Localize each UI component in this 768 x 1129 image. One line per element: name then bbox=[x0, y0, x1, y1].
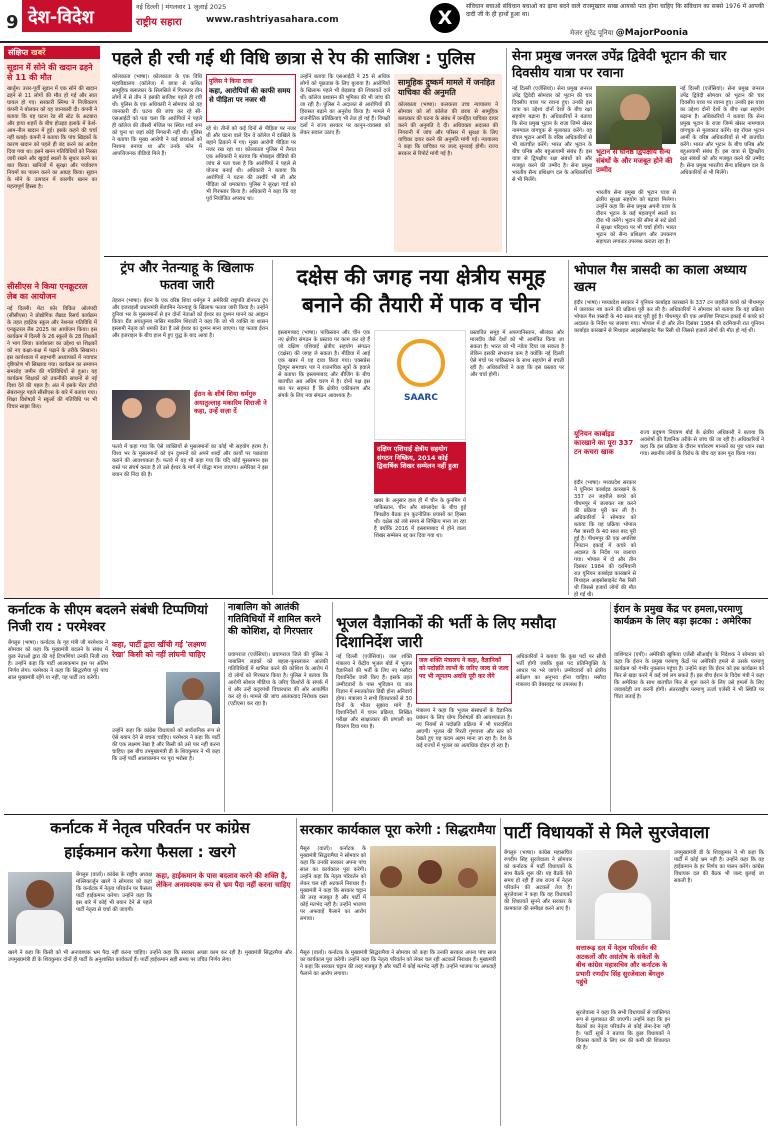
bhutan-col2b: भारतीय सेना प्रमुख की भूटान यात्रा से क्षेत्रीय सुरक्षा सहयोग को बढ़ावा मिलेगा। उन्होंने कहा कि सेना प्रमुख अपनी यात्रा के दौरान भूटान के कई महत्वपूर्ण स्थलों का दौरा भी करेंगे। भूटान की सीमा से सटे क्षेत्रों में सुरक्षा परिदृश्य पर भी चर्चा होगी। भारत भूटान को सैन्य प्रशिक्षण और उपकरण सहायता लगातार उपलब्ध कराता रहा है। bbox=[596, 190, 676, 245]
karnataka-cm-body: बेंगलुरु (भाषा)। कर्नाटक के गृह मंत्री जी परमेश्वर ने सोमवार को कहा कि मुख्यमंत्री बदलने के संबंध में कुछ नेताओं द्वारा की गई टिप्पणियां उनकी निजी राय है। उन्होंने कहा कि पार्टी आलाकमान इस पर अंतिम निर्णय लेगा। परमेश्वर ने कहा कि सिद्धरमैया पूरे पांच साल मुख्यमंत्री रहेंगे या नहीं, यह पार्टी तय करेगी। bbox=[8, 640, 108, 681]
pakchina-body-1: इस्लामाबाद (भाषा)। पाकिस्तान और चीन एक नए क्षेत्रीय संगठन के प्रस्ताव पर काम कर रहे हैं जो दक्षिण एशियाई क्षेत्रीय सहयोग संगठन (दक्षेस) की जगह ले सकता है। मीडिया में आई एक खबर में यह दावा किया गया। एक्सप्रेस ट्रिब्यून समाचार पत्र ने राजनयिक सूत्रों के हवाले से बताया कि इस्लामाबाद और बीजिंग के बीच बातचीत अब अग्रिम चरण में है। दोनों पक्ष इस बात पर सहमत हैं कि क्षेत्रीय एकीकरण और संपर्क के लिए नया संगठन आवश्यक है। bbox=[278, 330, 370, 399]
page-number: 9 bbox=[6, 12, 19, 33]
col-divider-bhujal bbox=[332, 602, 333, 812]
karnataka-cm-body2: उन्होंने कहा कि कांग्रेस विधायकों को सार्वजनिक रूप से ऐसे बयान देने से बचना चाहिए। परमेश्वर ने कहा कि पार्टी की एक लक्ष्मण रेखा है और किसी को उसे पार नहीं करना चाहिए। इस बीच उपमुख्यमंत्री डी के शिवकुमार ने भी कहा कि उन्हें पार्टी आलाकमान पर पूरा भरोसा है। bbox=[112, 728, 220, 762]
siddaramaiah-photo bbox=[370, 846, 496, 944]
briefs-column bbox=[4, 46, 100, 599]
tweet-handle bbox=[570, 28, 688, 38]
karnataka-cm-pull: कहा, पार्टी द्वारा खींची गई 'लक्ष्मण रेखा' किसी को नहीं लांघनी चाहिए bbox=[112, 640, 207, 659]
col-divider-nabalig bbox=[224, 602, 225, 812]
brief-2-body: नई दिल्ली। मेटा फ़ोर विकित ओलंपदी (सीसीएस) ने प्रोद्योगिक लैब्राड रिसर्च कार्यक्रम के तहत हाईटेक स्कूल और नेशनल गतिविधि में एनक्रूटरल लैब 2025 का आयोजन किया। इस कार्यक्रम में दिल्ली के 26 स्कूलों के 28 शिक्षकों ने भाग लिया। कार्यशाला का उद्देश्य था शिक्षकों को नए कक्षा-कक्ष में पढ़ाने के तरीके सिखाना। इस कार्यशाला में सहभागी अध्यापकों में नवाचार दृष्टिकोण भी सिखाया गया। कार्यक्रम का समापन समारोह जमीन की गतिविधियों से हुआ। यह कार्यक्रम शिक्षकों को तकनीकी साधनों से नई दिशा देने की पहल है। अंत में इसके मेंटर टॉयो सेबरानपुर पहले सीसीएस के बारे में बताया गया। शिक्षा विशेषज्ञों ने स्कूलों की गतिविधि पर भी विचार साझा किए। bbox=[7, 306, 97, 410]
trump-body: तेहरान (भाषा)। ईरान के एक वरिष्ठ शिया धर्मगुरु ने अमेरिकी राष्ट्रपति डोनाल्ड ट्रंप और इजराइली प्रधानमंत्री बेंजामिन नेतन्याहू के खिलाफ फतवा जारी किया है। उन्होंने दुनिया भर के मुसलमानों से इन दोनों नेताओं को ईश्वर का दुश्मन मानने का आह्वान किया। ग्रैंड अयातुल्ला नासिर मकरिम शिराजी ने कहा कि जो भी व्यक्ति या शासन इस्लामी नेतृत्व को धमकी देता है उसे ईश्वर का दुश्मन माना जाएगा। यह फतवा ईरान और इजराइल के बीच हाल में हुए युद्ध के बाद आया है। bbox=[112, 298, 268, 339]
pil-box bbox=[394, 74, 502, 252]
handle: @MajorPoonia bbox=[615, 28, 689, 38]
pakchina-headline-2: बनाने की तैयारी में पाक व चीन bbox=[302, 293, 540, 317]
pakchina-body-3: प्रस्तावित समूह में अफगानिस्तान, श्रीलंका और मालदीव जैसे देशों को भी आमंत्रित किया जा सकता है। भारत को भी न्योता दिया जा सकता है लेकिन इसकी संभावना कम है क्योंकि नई दिल्ली ऐसे मंचों पर पाकिस्तान के साथ सहयोग से बचती रही है। अधिकारियों ने कहा कि इस प्रस्ताव पर और चर्चा होगी। bbox=[470, 330, 564, 378]
handle-name: मेजर सुरेंद्र पूनिया bbox=[570, 29, 614, 37]
kharge-body: बेंगलुरु (वार्ता)। कांग्रेस के राष्ट्रीय अध्यक्ष मल्लिकार्जुन खरगे ने सोमवार को कहा कि कर्नाटक में नेतृत्व परिवर्तन पर फैसला पार्टी हाईकमान करेगा। उन्होंने कहा कि इस बारे में कोई भी बयान देने से पहले पार्टी नेतृत्व से चर्चा की जाएगी। bbox=[76, 872, 152, 913]
brief-2-headline: सीसीएस ने किया एनक्रूटरल लेब का आयोजन bbox=[7, 282, 88, 301]
surjewala-pull: सत्तारूढ़ दल में नेतृत्व परिवर्तन की अटकलों और असंतोष के संकेतों के बीच कांग्रेस महासचिव और कर्नाटक के प्रभारी रणदीप सिंह सुरजेवाला बेंगलुरु पहुंचे bbox=[576, 944, 668, 986]
iran-body: वाशिंगटन (एपी)। अमेरिकी खुफिया एजेंसी सीआईए के निदेशक ने सोमवार को कहा कि ईरान के प्रमुख परमाणु केंद्रों पर अमेरिकी हमले से उसके परमाणु कार्यक्रम को गंभीर नुकसान पहुंचा है। उन्होंने कहा कि ईरान को इस कार्यक्रम को फिर से खड़ा करने में कई वर्ष लग सकते हैं। इस बीच ईरान के विदेश मंत्री ने कहा कि अमेरिका के साथ बातचीत फिर से शुरू करने के लिए उसे हमलों के लिए जवाबदेही तय करनी होगी। अंतरराष्ट्रीय परमाणु ऊर्जा एजेंसी ने भी स्थिति पर चिंता जताई है। bbox=[614, 652, 764, 700]
bhujal-body3: अधिकारियों ने बताया कि कुछ पदों पर सीधी भर्ती होगी जबकि कुछ पद प्रतिनियुक्ति के आधार पर भरे जाएंगे। उम्मीदवारों को क्षेत्रीय सर्वेक्षण का अनुभव होना चाहिए। मसौदा मंत्रालय की वेबसाइट पर उपलब्ध है। bbox=[516, 654, 606, 688]
sidda-body: मैसूरु (वार्ता)। कर्नाटक के मुख्यमंत्री सिद्धरामैया ने सोमवार को कहा कि उनकी सरकार अपना पांच साल का कार्यकाल पूरा करेगी। उन्होंने कहा कि नेतृत्व परिवर्तन को लेकर चल रही अटकलें निराधार हैं। मुख्यमंत्री ने कहा कि सरकार चट्टान की तरह मजबूत है और पार्टी में कोई मतभेद नहीं है। उन्होंने भाजपा पर अफवाहें फैलाने का आरोप लगाया। bbox=[300, 846, 366, 922]
kharge-headline-2: हाईकमान करेगा फैसला : खरगे bbox=[64, 843, 236, 861]
bhutan-col1: नई दिल्ली (एजेंसियां)। सेना प्रमुख जनरल उपेंद्र द्विवेदी सोमवार को भूटान की चार दिवसीय यात्रा पर रवाना हुए। उनकी इस यात्रा का उद्देश्य दोनों देशों के बीच रक्षा सहयोग बढ़ाना है। अधिकारियों ने बताया कि सेना प्रमुख भूटान के राजा जिग्मे खेसर नामग्याल वांगचुक से मुलाकात करेंगे। वह रॉयल भूटान आर्मी के वरिष्ठ अधिकारियों से भी बातचीत करेंगे। भारत और भूटान के बीच घनिष्ठ और बहुआयामी संबंध हैं। इस यात्रा से द्विपक्षीय रक्षा संबंधों को और मजबूत करने की उम्मीद है। सेना प्रमुख भारतीय सैन्य प्रशिक्षण दल के अधिकारियों से भी मिलेंगे। bbox=[512, 86, 592, 183]
masthead bbox=[0, 0, 768, 42]
bhopal-body3: इंदौर (भाषा)। मध्यप्रदेश सरकार ने यूनियन कार्बाइड कारखाने के 337 टन जहरीले कचरे को पीथमपुर में जलाकर नष्ट करने की प्रक्रिया पूरी कर ली है। अधिकारियों ने सोमवार को बताया कि यह प्रक्रिया भोपाल गैस त्रासदी के 40 साल बाद पूरी हुई है। पीथमपुर की एक अपशिष्ट निपटान इकाई में कचरे को अदालत के निर्देश पर जलाया गया। भोपाल में दो और तीन दिसंबर 1984 की दरमियानी रात यूनियन कार्बाइड कारखाने से मिथाइल आइसोसाइनेट गैस रिसी थी जिससे हजारों लोगों की मौत हो गई थी। bbox=[574, 480, 636, 598]
sidda-body2: मैसूरु (वार्ता)। कर्नाटक के मुख्यमंत्री सिद्धरामैया ने सोमवार को कहा कि उनकी सरकार अपना पांच साल का कार्यकाल पूरा करेगी। उन्होंने कहा कि नेतृत्व परिवर्तन को लेकर चल रही अटकलें निराधार हैं। मुख्यमंत्री ने कहा कि सरकार चट्टान की तरह मजबूत है और पार्टी में कोई मतभेद नहीं है। उन्होंने भाजपा पर अफवाहें फैलाने का आरोप लगाया। bbox=[300, 950, 496, 977]
police-quote-box bbox=[206, 74, 296, 122]
pil-box-title: सामूहिक दुष्कर्म मामले में जनहित याचिका की अनुमति bbox=[398, 78, 495, 97]
surjewala-body3: उपमुख्यमंत्री डी के शिवकुमार ने भी कहा कि पार्टी में कोई भ्रम नहीं है। उन्होंने कहा कि वह हाईकमान के हर निर्णय का पालन करेंगे। कांग्रेस विधायक दल की बैठक भी जल्द बुलाई जा सकती है। bbox=[674, 850, 764, 884]
kharge-headline-1: कर्नाटक में नेतृत्व परिवर्तन पर कांग्रेस bbox=[50, 819, 250, 837]
saarc-logo-icon bbox=[397, 339, 445, 387]
trump-headline: ट्रंप और नेतन्याहू के खिलाफ फतवा जारी bbox=[120, 261, 254, 293]
section-rule-2 bbox=[4, 598, 768, 599]
col-divider-pak bbox=[272, 260, 273, 595]
brief-1-body: खार्तूम। उत्तर-पूर्वी सूडान में एक सोने की खदान ढहने से 11 लोगों की मौत हो गई और सात घायल हो गए। सरकारी स्निग्ध ने निजीकरण कंपनी ने बोलकर को यह जानकारी दी। कंपनी ने बताया कि यह घटना रेड सी स्टेट के अटबारा और हाया शहरों के बीच होउइड इलाके में केर्श-आम-नील खदान में हुई। इसके कहने की चर्चा नहीं बताई। कंपनी ने बताया कि पांच खिड़कों के कारण खदान को पहले ही बंद करने का आदेश दिया गया था। इसने खनन गतिविधियों को निरस्त जारी रखने और खुदाई स्थलों के सुधार करने का बात किया। खनिजों में सुरक्षा और पर्यावरण नियमों का पालन करने का आग्रह किया। सूडान के मोने के उत्पादन में कारगीर खनन का महत्वपूर्ण हिस्सा है। bbox=[7, 86, 97, 190]
surjewala-body: बेंगलुरु (भाषा)। कांग्रेस महासचिव रणदीप सिंह सुरजेवाला ने सोमवार को कर्नाटक में पार्टी विधायकों के साथ बैठकें शुरू कीं। यह बैठकें ऐसे समय हो रही हैं जब राज्य में नेतृत्व परिवर्तन की अटकलें तेज हैं। सुरजेवाला ने कहा कि वह विधायकों की शिकायतें सुनने और सरकार के कामकाज की समीक्षा करने आए हैं। bbox=[504, 850, 572, 912]
bhutan-col3: नई दिल्ली (एजेंसियां)। सेना प्रमुख जनरल उपेंद्र द्विवेदी सोमवार को भूटान की चार दिवसीय यात्रा पर रवाना हुए। उनकी इस यात्रा का उद्देश्य दोनों देशों के बीच रक्षा सहयोग बढ़ाना है। अधिकारियों ने बताया कि सेना प्रमुख भूटान के राजा जिग्मे खेसर नामग्याल वांगचुक से मुलाकात करेंगे। वह रॉयल भूटान आर्मी के वरिष्ठ अधिकारियों से भी बातचीत करेंगे। भारत और भूटान के बीच घनिष्ठ और बहुआयामी संबंध हैं। इस यात्रा से द्विपक्षीय रक्षा संबंधों को और मजबूत करने की उम्मीद है। सेना प्रमुख भारतीय सैन्य प्रशिक्षण दल के अधिकारियों से भी मिलेंगे। bbox=[680, 86, 764, 176]
x-logo-icon: X bbox=[430, 3, 460, 33]
saarc-logo-text: SAARC bbox=[404, 393, 438, 403]
kharge-photo bbox=[8, 872, 72, 944]
col-divider-bhopal bbox=[568, 260, 569, 595]
bhutan-headline: सेना प्रमुख जनरल उपेंद्र द्विवेदी भूटान की चार दिवसीय यात्रा पर रवाना bbox=[512, 49, 727, 81]
police-quote-label: पुलिस ने किया दावा bbox=[209, 78, 253, 85]
trump-label: ईरान के शीर्ष शिया धर्मगुरु अयातुल्लाह मकारिम शिराजी ने कहा, उन्हें सज़ा दें bbox=[194, 390, 267, 415]
pil-box-body: कोलकाता (भाषा)। कलकत्ता उच्च न्यायालय ने सोमवार को लॉ कॉलेज की छात्रा से सामूहिक बलात्कार की घटना के संबंध में जनहित याचिका दायर करने की अनुमति दे दी। अधिवक्ता अदालत की निगरानी में जांच और परिसर में सुरक्षा के लिए याचिका दायर करने की अनुमति मांगी गई। न्यायालय ने कहा कि याचिका पर जल्द सुनवाई होगी। राज्य सरकार से रिपोर्ट मांगी गई है। bbox=[398, 102, 498, 157]
brief-1-headline: सूडान में सोने की खदान ढहने से 11 की मौत bbox=[7, 63, 93, 82]
col-divider-surje bbox=[500, 818, 501, 1126]
top-story-col2b: रहे थे। तीनों को कई दिनों से पीड़िता पर नजर थी और घटना वाले दिन वे कॉलेज में दाखिले के बहाने ठिकाने में गए। मुख्य आरोपी पीड़िता पर नजर रख रहा था। कोलकाता पुलिस में तैनात एक अधिकारी ने बताया कि मोबाइल वीडियो की जांच से पता चला है कि आरोपियों ने पहले से योजना बनाई थी। अधिकारी ने बताया कि आरोपियों ने घटना की तस्वीरें भी ली और पीड़िता को धमकाया। पुलिस ने सुरक्षा गार्ड को भी गिरफ्तार किया है। अधिकारी ने कहा कि यह पूर्व नियोजित अपराध था। bbox=[206, 126, 296, 202]
iran-headline: ईरान के प्रमुख केंद्र पर हमला,परमाणु कार्यक्रम के लिए बड़ा झटका : अमेरिका bbox=[614, 604, 752, 627]
newspaper-logo: राष्ट्रीय सहारा bbox=[136, 17, 182, 28]
bhujal-pull: जल शक्ति मंत्रालय ने कहा, वैज्ञानिकों को पदोन्नति लाभों के जरिए जल्द से जल्द पद भी न्यूनतम अवधि पूरी कर लेंगे bbox=[419, 657, 509, 680]
surjewala-body2: सुरजेवाला ने कहा कि सभी विधायकों से व्यक्तिगत रूप से मुलाकात की जाएगी। उन्होंने कहा कि इन बैठकों का नेतृत्व परिवर्तन से कोई लेना-देना नहीं है। पार्टी सूत्रों ने बताया कि कुछ विधायकों ने विकास कार्यों के लिए धन की कमी की शिकायत की है। bbox=[576, 1010, 670, 1051]
kharge-body2: खरगे ने कहा कि किसी को भी अनावश्यक भ्रम पैदा नहीं करना चाहिए। उन्होंने कहा कि सरकार अच्छा काम कर रही है। मुख्यमंत्री सिद्धरमैया और उपमुख्यमंत्री डी के शिवकुमार दोनों ही पार्टी के अनुशासित कार्यकर्ता हैं। पार्टी हाईकमान सही समय पर उचित निर्णय लेगा। bbox=[8, 950, 292, 963]
police-quote: कहा, आरोपियों की काफी समय से पीड़िता पर नजर थी bbox=[209, 87, 291, 104]
col-divider-iran bbox=[610, 602, 611, 812]
section-title: देश-विदेश bbox=[28, 7, 94, 28]
surjewala-headline: पार्टी विधायकों से मिले सुरजेवाला bbox=[504, 823, 710, 843]
bhopal-pull: यूनियन कार्बाइड कारखाने का पूरा 337 टन कचरा खाक bbox=[574, 430, 634, 456]
surjewala-photo bbox=[576, 850, 670, 940]
edition-line bbox=[136, 2, 226, 11]
nabalig-body: प्रयागराज (एजेंसियां)। प्रयागराज जिले की पुलिस ने नाबालिग लड़कों को बहला-फुसलाकर आतंकी गतिविधियों में शामिल करने की कोशिश के आरोप में दो लोगों को गिरफ्तार किया है। पुलिस ने बताया कि आरोपी सोशल मीडिया के जरिए किशोरों के संपर्क में थे और उन्हें कट्टरपंथी विचारधारा की ओर आकर्षित कर रहे थे। मामले की जांच आतंकवाद निरोधक दस्ता (एटीएस) कर रहा है। bbox=[228, 652, 328, 707]
army-chief-photo bbox=[596, 86, 676, 144]
bhopal-body: इंदौर (भाषा)। मध्यप्रदेश सरकार ने यूनियन कार्बाइड कारखाने के 337 टन जहरीले कचरे को पीथमपुर में जलाकर नष्ट करने की प्रक्रिया पूरी कर ली है। अधिकारियों ने सोमवार को बताया कि यह प्रक्रिया भोपाल गैस त्रासदी के 40 साल बाद पूरी हुई है। पीथमपुर की एक अपशिष्ट निपटान इकाई में कचरे को अदालत के निर्देश पर जलाया गया। भोपाल में दो और तीन दिसंबर 1984 की दरमियानी रात यूनियन कार्बाइड कारखाने से मिथाइल आइसोसाइनेट गैस रिसी थी जिससे हजारों लोगों की मौत हो गई थी। bbox=[574, 300, 764, 334]
top-story-col3: उन्होंने बताया कि एसआईटी ने 25 से अधिक लोगों को पूछताछ के लिए बुलाया है। आरोपियों के खिलाफ पहले भी छेड़छाड़ की शिकायतें दर्ज थीं। कॉलेज प्रशासन की भूमिका की भी जांच की जा रही है। पुलिस ने अदालत से आरोपियों की हिरासत बढ़ाने का अनुरोध किया है। मामले में राजनीतिक प्रतिक्रियाएं भी तेज हो गई हैं। विपक्षी दलों ने राज्य सरकार पर कानून-व्यवस्था को लेकर सवाल उठाए हैं। bbox=[300, 74, 390, 136]
sidda-headline: सरकार कार्यकाल पूरा करेगी : सिद्धरामैया bbox=[300, 823, 496, 838]
year: 2025 bbox=[209, 3, 227, 11]
nabalig-headline: नाबालिग को आतंकी गतिविधियों में शामिल करने की कोशिश, दो गिरफ्तार bbox=[228, 602, 321, 637]
saarc-caption: दक्षिण एशियाई क्षेत्रीय सहयोग संगठन निष्क्रिय, 2014 कोई द्विवार्षिक शिखर सम्मेलन नहीं हुआ bbox=[374, 442, 466, 494]
section-rule-3 bbox=[4, 814, 768, 815]
briefs-tag2: खबरें bbox=[31, 48, 46, 57]
section-rule-1 bbox=[104, 256, 768, 257]
tweet-quote: संविधान बचाओ संविधान बचाओ का ढ़ाना बदने वाले राजमुख्तार साख आयको पता होना चाहिए कि संविधान का सबसे 1976 में आपकी दादी जी के ही हाथों हुआ था। bbox=[466, 3, 764, 18]
bhujal-body: नई दिल्ली (एजेंसियां)। जल शक्ति मंत्रालय ने केंद्रीय भूजल बोर्ड में भूजल वैज्ञानिकों की भर्ती के लिए नए मसौदा दिशानिर्देश जारी किए हैं। इसके तहत उम्मीदवारों के पास भूविज्ञान या जल विज्ञान में स्नातकोत्तर डिग्री होना अनिवार्य होगा। मंत्रालय ने सभी हितधारकों से 30 दिनों के भीतर सुझाव मांगे हैं। दिशानिर्देशों में चयन प्रक्रिया, लिखित परीक्षा और साक्षात्कार की प्रणाली का विवरण दिया गया है। bbox=[336, 654, 412, 730]
col-divider-sidda bbox=[296, 818, 297, 1126]
karnataka-cm-headline: कर्नाटक के सीएम बदलने संबंधी टिप्पणियां निजी राय : परमेश्वर bbox=[8, 603, 208, 635]
bhopal-body2: राज्य प्रदूषण नियंत्रण बोर्ड के क्षेत्रीय अधिकारी ने बताया कि अवशेषों की वैज्ञानिक तरीके से जांच की जा रही है। अधिकारियों ने कहा कि इस प्रक्रिया के दौरान पर्यावरण मानकों का पूरा ध्यान रखा गया। स्थानीय लोगों के विरोध के बीच यह काम पूरा किया गया। bbox=[640, 430, 764, 457]
edition: नई दिल्ली | मंगलवार bbox=[136, 3, 186, 11]
top-story-headline: पहले ही रची गई थी विधि छात्रा से रेप की साजिश : पुलिस bbox=[112, 49, 475, 69]
col-divider-right bbox=[506, 48, 507, 253]
kharge-pull: कहा, हाईकमान के पास बदलाव करने की शक्ति है, लेकिन अनावश्यक रूप से भ्रम पैदा नहीं करना चाहिए bbox=[156, 872, 291, 889]
bhujal-body2: मंत्रालय ने कहा कि भूजल संसाधनों के वैज्ञानिक प्रबंधन के लिए योग्य विशेषज्ञों की आवश्यकता है। नए नियमों से पदोन्नति प्रक्रिया में भी पारदर्शिता आएगी। भूजल की गिरती गुणवत्ता और स्तर को देखते हुए यह कदम अहम माना जा रहा है। देश के कई राज्यों में भूजल का अत्यधिक दोहन हो रहा है। bbox=[416, 708, 512, 749]
parameshwara-photo bbox=[166, 672, 220, 724]
trump-body2: फतवे में कहा गया कि ऐसे व्यक्तियों से मुसलमानों का कोई भी सहयोग हराम है। विश्व भर के मुसलमानों को इन दुश्मनों को अपने शब्दों और कार्यों पर पछतावा कराने की आवश्यकता है। फतवे में यह भी कहा गया कि यदि कोई मुसलमान इस रास्ते पर संघर्ष करता है तो उसे ईश्वर के मार्ग में योद्धा माना जाएगा। अमेरिका ने इस बयान की निंदा की है। bbox=[112, 444, 268, 478]
top-story-col1: कोलकाता (भाषा)। कोलकाता के एक विधि महाविद्यालय (कॉलेज) में छात्रा से कथित सामूहिक बलात्कार के सिलसिले में गिरफ्तार तीन लोगों में से तीन ने इसकी साजिश पहले ही रची थी। पुलिस के एक अधिकारी ने सोमवार को यह जानकारी दी। घटना की जांच कर रहे सी-एसआईटी को पता चला कि आरोपियों ने पहले ही कॉलेज की तीसरी मंजिल पर स्थित गार्ड रूम को चुना था जहां कोई निगरानी नहीं थी। पुलिस ने बताया कि मुख्य आरोपी ने कई छात्राओं को निशाना बनाया था और उनके फोन में आपत्तिजनक वीडियो मिले हैं। bbox=[112, 74, 202, 157]
website: www.rashtriyasahara.com bbox=[206, 15, 339, 25]
bhujal-pull-box bbox=[416, 654, 512, 704]
date: 1 जुलाई bbox=[187, 3, 208, 11]
pakchina-headline-1: दक्षेस की जगह नया क्षेत्रीय समूह bbox=[296, 265, 546, 289]
saarc-graphic bbox=[374, 330, 466, 440]
bhujal-headline: भूजल वैज्ञानिकों की भर्ती के लिए मसौदा दिशानिर्देश जारी bbox=[336, 614, 556, 651]
bhopal-headline: भोपाल गैस त्रासदी का काला अध्याय खत्म bbox=[574, 263, 747, 295]
bhutan-pull: भूटान से घनिष्ठ द्विपक्षीय सैन्य संबंधों के और मजबूत होने की उम्मीद bbox=[596, 148, 673, 174]
briefs-header bbox=[4, 46, 100, 59]
trump-netanyahu-photo bbox=[112, 390, 190, 440]
briefs-tag: संक्षिप्त bbox=[8, 48, 29, 57]
pakchina-body-2: खबर के अनुसार हाल ही में चीन के कुनमिंग में पाकिस्तान, चीन और बांग्लादेश के बीच हुई त्रिपक्षीय बैठक इन कूटनीतिक प्रयासों का हिस्सा थी। दक्षेस को लंबे समय से निष्क्रिय माना जा रहा है क्योंकि 2016 में इस्लामाबाद में होने वाला शिखर सम्मेलन रद्द कर दिया गया था। bbox=[374, 498, 466, 539]
masthead-rule bbox=[0, 41, 768, 43]
